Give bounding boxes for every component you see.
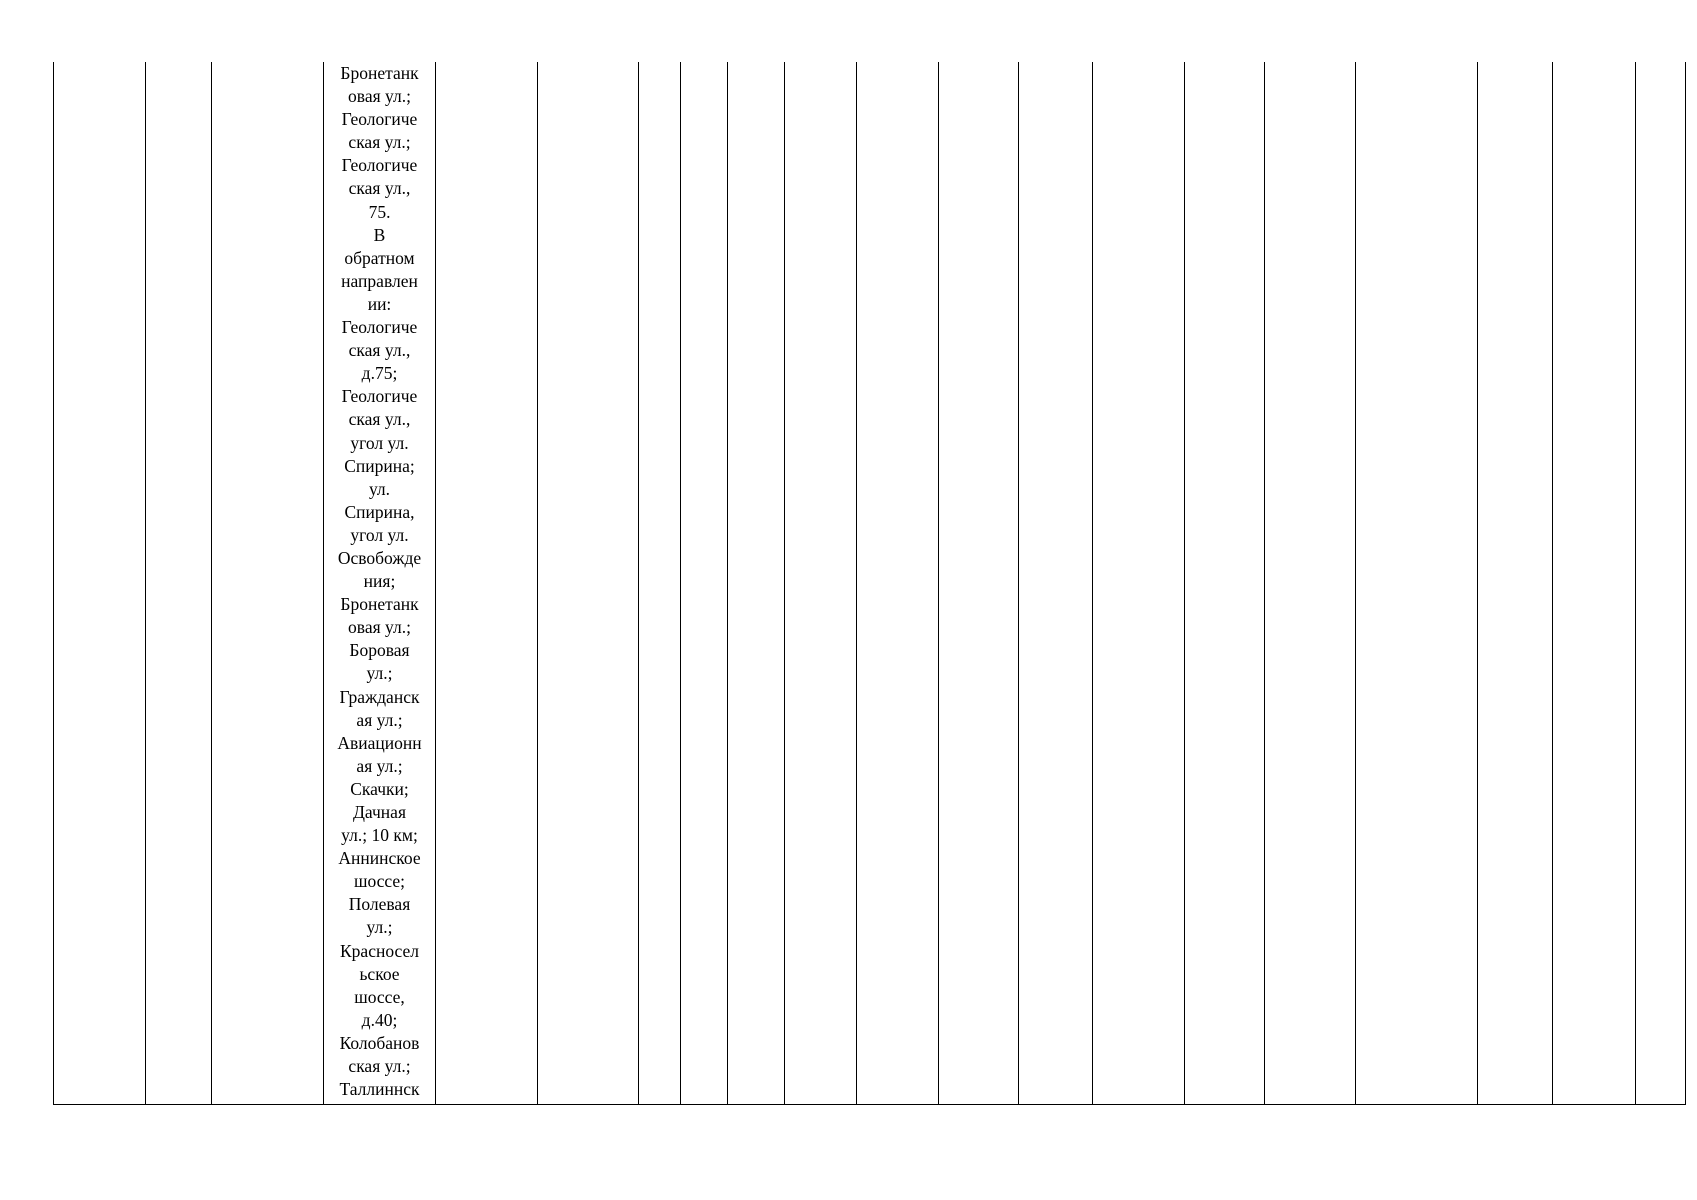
route-line: ская ул., xyxy=(348,178,411,199)
table-cell xyxy=(1093,62,1185,1105)
route-line: д.75; xyxy=(361,363,398,384)
table-cell xyxy=(681,62,728,1105)
route-table xyxy=(53,62,1686,1105)
table-cell xyxy=(538,62,639,1105)
route-line: овая ул.; xyxy=(348,86,411,107)
route-line: направлен xyxy=(341,270,418,291)
table-cell xyxy=(939,62,1019,1105)
route-line: Геологиче xyxy=(341,155,418,176)
route-line: ская ул., xyxy=(348,340,411,361)
table-cell xyxy=(1636,62,1686,1105)
table-row xyxy=(54,62,1686,1105)
route-description-cell xyxy=(324,62,436,1105)
table-cell xyxy=(212,62,324,1105)
route-line: В xyxy=(373,224,386,245)
table-cell xyxy=(857,62,939,1105)
table-cell xyxy=(1019,62,1093,1105)
route-line: овая ул.; xyxy=(348,617,411,638)
route-line: шоссе, xyxy=(354,986,405,1007)
route-line: Геологиче xyxy=(341,317,418,338)
route-line: ская ул., xyxy=(348,409,411,430)
route-line: ния; xyxy=(363,571,396,592)
route-line: ул.; 10 км; xyxy=(341,825,418,846)
route-line: Спирина; xyxy=(344,455,415,476)
route-line: угол ул. xyxy=(350,432,409,453)
route-line: ул.; xyxy=(366,663,393,684)
route-line: Бронетанк xyxy=(340,63,419,83)
route-line: ая ул.; xyxy=(356,709,403,730)
route-line: д.40; xyxy=(361,1009,398,1030)
route-line: 75. xyxy=(368,201,391,222)
route-line: угол ул. xyxy=(350,524,409,545)
table-cell xyxy=(1553,62,1636,1105)
route-line: Красносел xyxy=(340,940,419,961)
route-line: Полевая xyxy=(348,894,411,915)
route-line: Скачки; xyxy=(350,778,409,799)
route-line: Аннинское xyxy=(338,848,421,869)
table-cell xyxy=(1265,62,1356,1105)
route-line: ская ул.; xyxy=(348,132,411,153)
table-cell xyxy=(146,62,212,1105)
route-line: ая ул.; xyxy=(356,755,403,776)
route-line: ул.; xyxy=(366,917,393,938)
route-line: ул. xyxy=(368,478,391,499)
route-line: обратном xyxy=(344,247,415,268)
route-line: Освобожде xyxy=(337,547,422,568)
route-line: Авиационн xyxy=(337,732,422,753)
route-line: ская ул.; xyxy=(348,1056,411,1077)
table-cell xyxy=(1185,62,1265,1105)
table-cell xyxy=(639,62,681,1105)
table-cell xyxy=(728,62,785,1105)
route-line: шоссе; xyxy=(353,871,406,892)
route-line: Таллиннск xyxy=(339,1079,420,1100)
route-line: ии: xyxy=(367,293,392,314)
route-line: Геологиче xyxy=(341,109,418,130)
route-line: ьское xyxy=(359,963,400,984)
route-line: Дачная xyxy=(353,802,406,822)
route-line: Боровая xyxy=(349,640,410,661)
route-line: Спирина, xyxy=(344,501,415,522)
table-cell xyxy=(1478,62,1553,1105)
table-cell xyxy=(436,62,538,1105)
table-cell xyxy=(54,62,146,1105)
route-line: Гражданск xyxy=(339,686,420,707)
route-line: Геологиче xyxy=(341,386,418,407)
route-line: Бронетанк xyxy=(340,594,419,615)
table-cell xyxy=(785,62,857,1105)
route-line: Колобанов xyxy=(339,1032,420,1053)
table-cell xyxy=(1356,62,1478,1105)
